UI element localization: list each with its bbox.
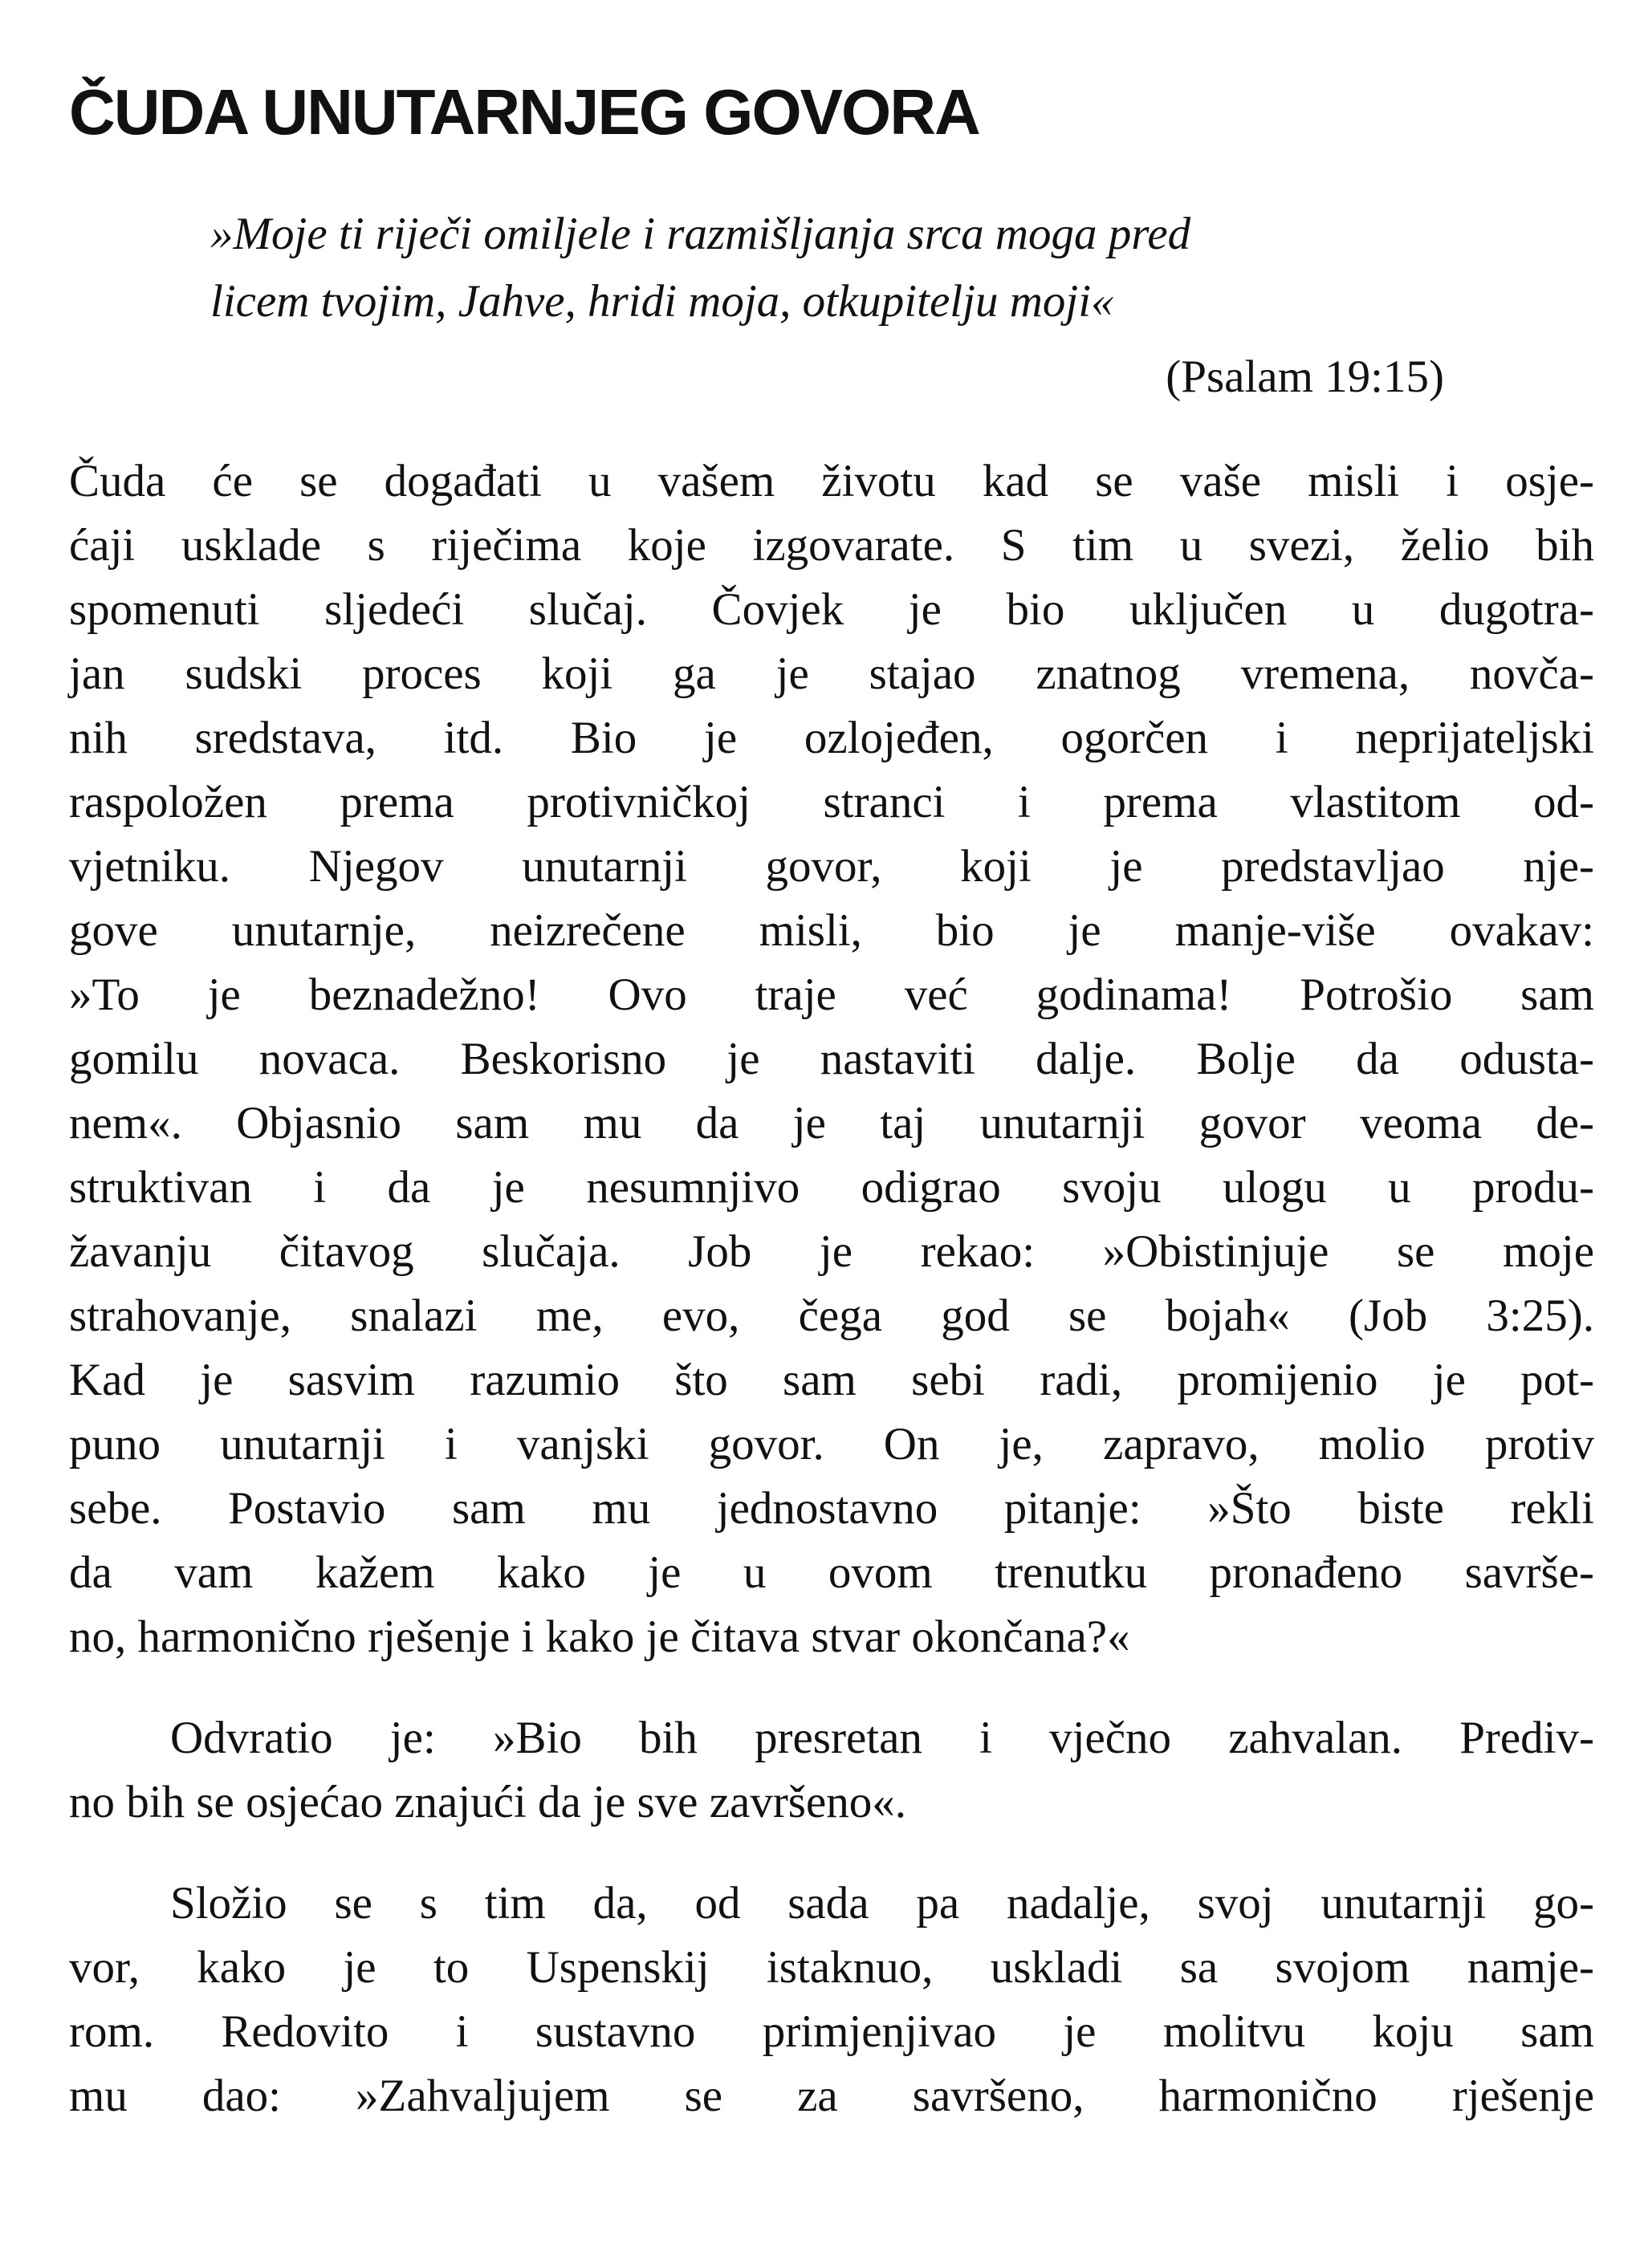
- text-line: ćaji usklade s riječima koje izgovarate. S tim u svezi, želio bih: [69, 520, 1594, 571]
- text-line: puno unutarnji i vanjski govor. On je, zapravo, molio protiv: [69, 1419, 1594, 1469]
- epigraph-quote: [210, 201, 1463, 335]
- text-line: mu dao: »Zahvaljujem se za savršeno, harmonično rješenje: [69, 2071, 1594, 2121]
- epigraph-line: »Moje ti riječi omiljele i razmišljanja srca moga pred: [210, 209, 1191, 259]
- text-line: »To je beznadežno! Ovo traje već godinama! Potrošio sam: [69, 969, 1594, 1020]
- text-line: Kad je sasvim razumio što sam sebi radi, promijenio je pot-: [69, 1355, 1594, 1405]
- text-line: jan sudski proces koji ga je stajao znatnog vremena, novča-: [69, 648, 1594, 699]
- text-line: raspoložen prema protivničkoj stranci i prema vlastitom od-: [69, 777, 1594, 827]
- text-line: rom. Redovito i sustavno primjenjivao je molitvu koju sam: [69, 2006, 1594, 2057]
- text-line: vor, kako je to Uspenskij istaknuo, uskladi sa svojom namje-: [69, 1942, 1594, 1993]
- text-line: gove unutarnje, neizrečene misli, bio je manje-više ovakav:: [69, 905, 1594, 956]
- text-line: žavanju čitavog slučaja. Job je rekao: »Obistinjuje se moje: [69, 1226, 1594, 1277]
- text-line: no bih se osjećao znajući da je sve završeno«.: [69, 1777, 907, 1827]
- paragraph-2: [69, 1706, 1594, 1835]
- text-line: da vam kažem kako je u ovom trenutku pronađeno savrše-: [69, 1547, 1594, 1598]
- text-line: vjetniku. Njegov unutarnji govor, koji je predstavljao nje-: [69, 841, 1594, 892]
- epigraph-citation: (Psalam 19:15): [1166, 352, 1444, 402]
- epigraph-line: licem tvojim, Jahve, hridi moja, otkupitelju moji«: [210, 276, 1114, 327]
- body-text: [69, 449, 1594, 2128]
- text-line: spomenuti sljedeći slučaj. Čovjek je bio uključen u dugotra-: [69, 584, 1594, 635]
- text-line: struktivan i da je nesumnjivo odigrao svoju ulogu u produ-: [69, 1162, 1594, 1213]
- text-line: nih sredstava, itd. Bio je ozlojeđen, ogorčen i neprijateljski: [69, 713, 1594, 763]
- text-line: Složio se s tim da, od sada pa nadalje, svoj unutarnji go-: [170, 1878, 1594, 1929]
- text-line: Odvratio je: »Bio bih presretan i vječno zahvalan. Prediv-: [170, 1713, 1594, 1763]
- text-line: gomilu novaca. Beskorisno je nastaviti dalje. Bolje da odusta-: [69, 1034, 1594, 1084]
- text-line: no, harmonično rješenje i kako je čitava stvar okončana?«: [69, 1612, 1130, 1662]
- text-line: Čuda će se događati u vašem životu kad se vaše misli i osje-: [69, 456, 1594, 506]
- paragraph-1: [69, 449, 1594, 1669]
- chapter-title: ČUDA UNUTARNJEG GOVORA: [69, 76, 979, 148]
- text-line: strahovanje, snalazi me, evo, čega god se bojah« (Job 3:25).: [69, 1290, 1594, 1341]
- text-line: nem«. Objasnio sam mu da je taj unutarnji govor veoma de-: [69, 1098, 1594, 1148]
- text-line: sebe. Postavio sam mu jednostavno pitanje: »Što biste rekli: [69, 1483, 1594, 1534]
- paragraph-3: [69, 1872, 1594, 2128]
